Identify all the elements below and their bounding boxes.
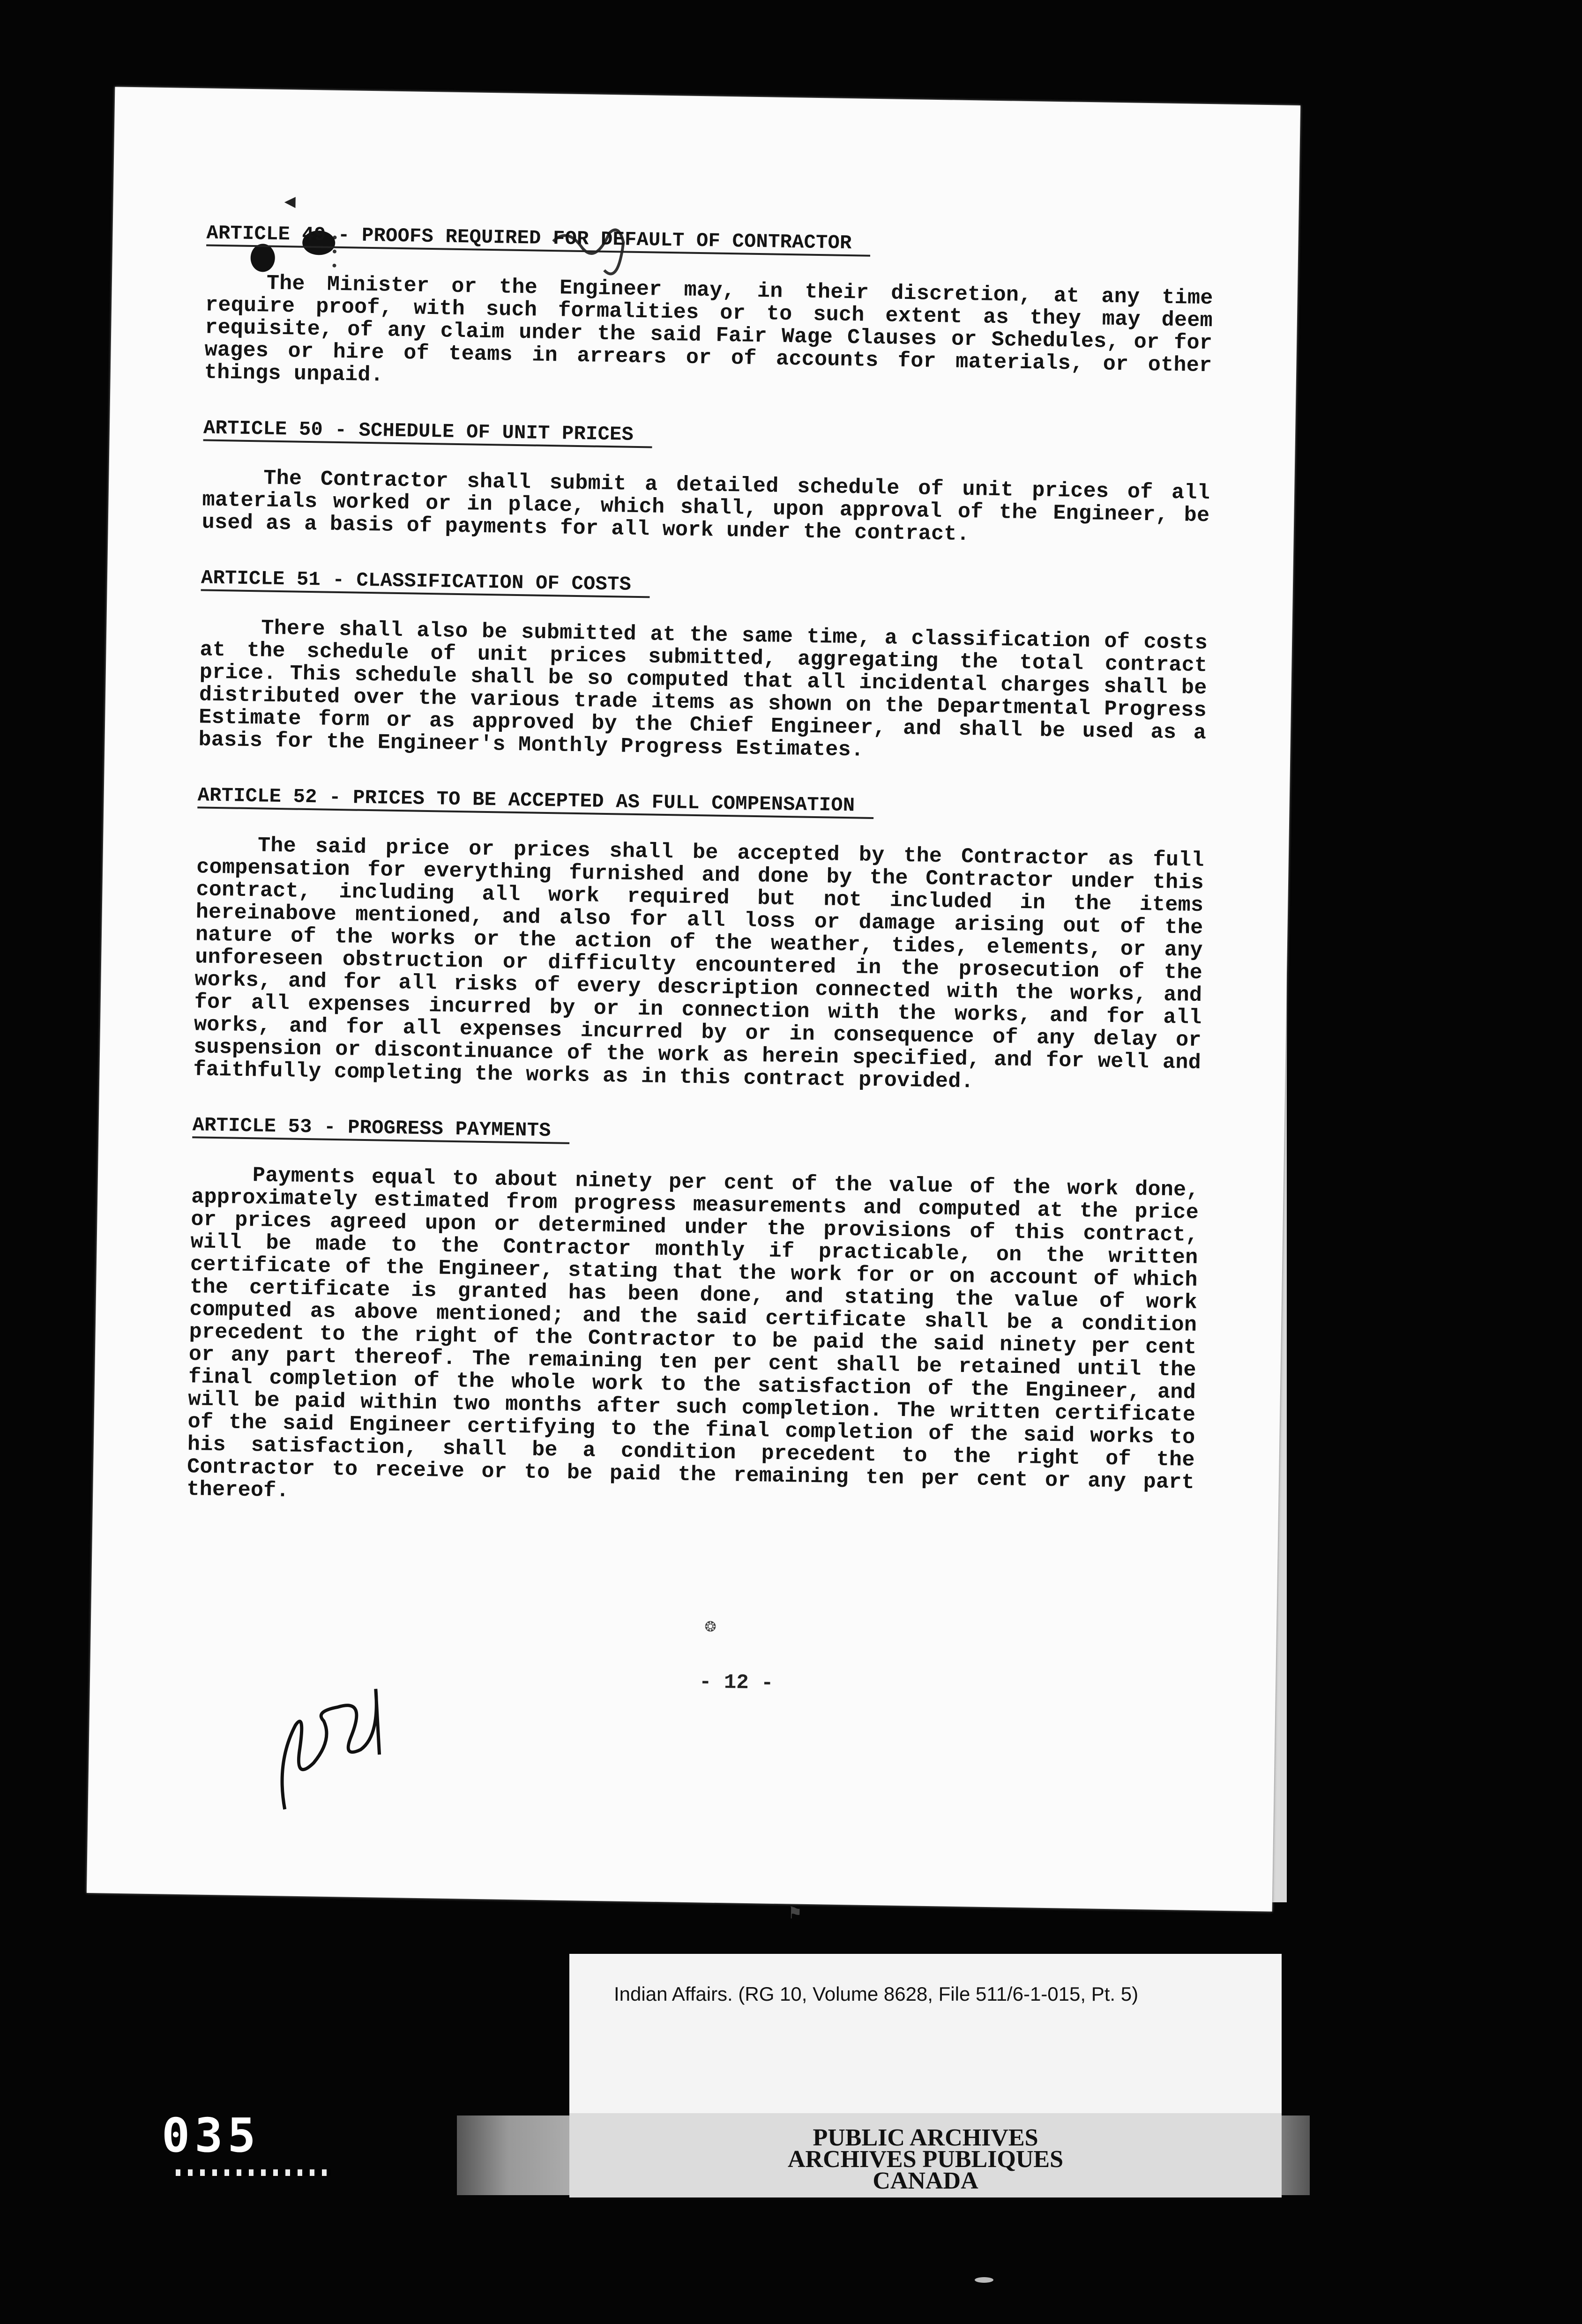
dust-speck	[975, 2277, 993, 2283]
handwritten-initials	[266, 1669, 409, 1825]
stamp-line-3: CANADA	[873, 2168, 978, 2194]
article-body: Payments equal to about ninety per cent of the value of the work done, approximately estimated from progress measurements and computed at the price or prices agreed upon or determined under the provisions of this contract, will be made to the Contractor monthly if practicable, on the written certificate of the Engineer, stating that the work for or on account of which the certificate is granted has been done, and stating the value of work computed as above mentioned; and the said certificate shall be a condition precedent to the right of the Contractor to be paid the said ninety per cent or any part thereof. The remaining ten per cent shall be retained until the final completion of the whole work to the satisfaction of the Engineer, and will be paid within two months after such completion. The written certificate of the said Engineer certifying to the final completion of the said works to his satisfaction, shall be a condition precedent to the right of the Contractor to receive or to be paid the remaining ten per cent or any part thereof.	[187, 1163, 1200, 1503]
archive-reference: Indian Affairs. (RG 10, Volume 8628, File 511/6-1-015, Pt. 5)	[614, 1983, 1139, 2005]
archives-stamp	[569, 2113, 1282, 2197]
archive-reference-card	[569, 1954, 1282, 2113]
article-52	[193, 765, 1205, 1097]
film-perforation-ticks	[176, 2169, 330, 2176]
article-body: The said price or prices shall be accepted by the Contractor as full compensation for everything furnished and done by the Contractor under this contract, including all work required but not included in the items hereinabove mentioned, and also for all loss or damage arising out of the nature of the works or the action of the weather, tides, elements, or any unforeseen obstruction or difficulty encountered in the prosecution of the works, and for all risks of every description connected with the works, and for all expenses incurred by or in connection with the works, and for all works, and for all expenses incurred by or in consequence of any delay or suspension or discontinuance of the work as herein specified, and for well and faithfully completing the works as in this contract provided.	[193, 834, 1205, 1094]
microfilm-frame-number: 035	[162, 2108, 261, 2163]
article-heading: ARTICLE 52 - PRICES TO BE ACCEPTED AS FULL COMPENSATION	[197, 784, 873, 819]
article-heading: ARTICLE 51 - CLASSIFICATION OF COSTS	[201, 566, 650, 598]
article-body: There shall also be submitted at the same time, a classification of costs at the schedule of unit prices submitted, aggregating the total contract price. This schedule shall be so computed that all incidental charges shall be distributed over the various trade items as shown on the Departmental Progress Estimate form or as approved by the Chief Engineer, and shall be used as a basis for the Engineer's Monthly Progress Estimates.	[198, 616, 1208, 762]
ink-smudge: ❂	[704, 1616, 716, 1638]
article-body: The Minister or the Engineer may, in their discretion, at any time require proof, with such formalities or to such extent as they may deem requisite, of any claim under the said Fair Wage Clauses or Schedules, or for wages or hire of teams in arrears or of accounts for materials, or other things unpaid.	[204, 271, 1214, 387]
document-page	[87, 87, 1300, 1925]
page-number: - 12 -	[699, 1670, 774, 1695]
article-51	[198, 548, 1209, 767]
article-heading: ARTICLE 53 - PROGRESS PAYMENTS	[192, 1114, 570, 1144]
document-body	[187, 222, 1214, 1530]
article-heading: ARTICLE 49 - PROOFS REQUIRED FOR DEFAULT OF CONTRACTOR	[206, 222, 871, 256]
arrow-mark-icon: ◀	[284, 192, 296, 214]
stamp-line-1: PUBLIC ARCHIVES	[813, 2124, 1038, 2151]
article-53	[187, 1095, 1200, 1517]
article-50	[201, 398, 1211, 550]
article-heading: ARTICLE 50 - SCHEDULE OF UNIT PRICES	[203, 417, 653, 448]
paper-mark: ⚑	[789, 1903, 801, 1925]
article-body: The Contractor shall submit a detailed schedule of unit prices of all materials worked or in place, which shall, upon approval of the Engineer, be used as a basis of payments for all work under the contract.	[201, 466, 1210, 547]
stamp-line-2: ARCHIVES PUBLIQUES	[787, 2146, 1064, 2173]
article-49	[204, 222, 1214, 400]
